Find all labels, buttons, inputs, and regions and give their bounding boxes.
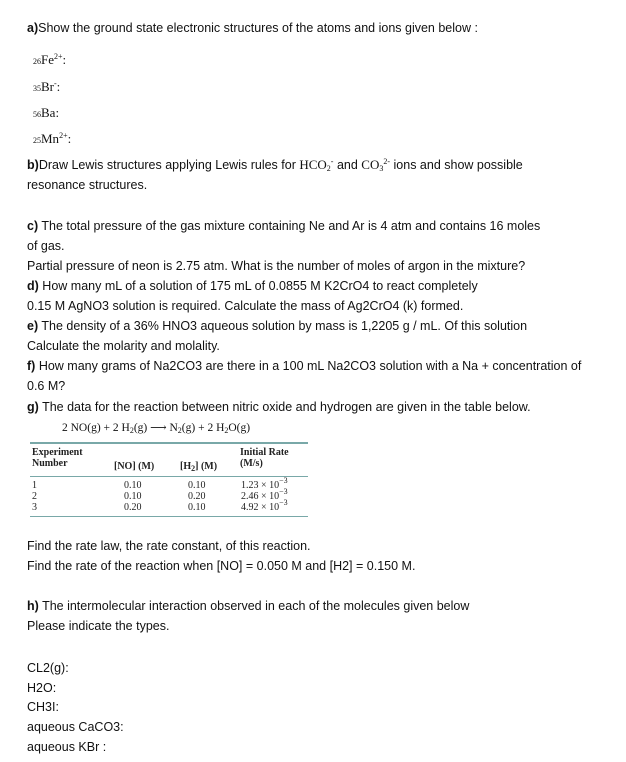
question-d-line2: 0.15 M AgNO3 solution is required. Calculate the mass of Ag2CrO4 (k) formed.	[27, 299, 464, 313]
question-f-line2: 0.6 M?	[27, 379, 66, 393]
question-h-line2: Please indicate the types.	[27, 619, 170, 633]
list-item: aqueous CaCO3:	[27, 720, 124, 734]
label-g: g)	[27, 400, 39, 414]
header-no: [NO] (M)	[114, 461, 155, 472]
question-g-after1: Find the rate law, the rate constant, of this reaction.	[27, 539, 311, 553]
label-b: b)	[27, 158, 39, 172]
label-c: c)	[27, 219, 39, 233]
label-f: f)	[27, 359, 36, 373]
list-item: aqueous KBr :	[27, 740, 107, 754]
question-c-line2: of gas.	[27, 239, 65, 253]
ion-br: 35Br-:	[33, 79, 61, 94]
reaction-arrow: ⟶	[150, 422, 167, 434]
question-a	[27, 20, 478, 36]
ion-ba: 56Ba:	[33, 105, 60, 120]
ion-mn: $25Mn^{2+}$:	[33, 131, 72, 146]
question-h: h) The intermolecular interaction observed in each of the molecules given below	[27, 599, 470, 613]
table-row: 3 0.20 0.10 $4.92 \times 10^{-3}$	[32, 498, 288, 513]
header-h2: $[H_2]$ (M)	[180, 461, 218, 473]
list-item: CH3I:	[27, 700, 59, 714]
question-c-line3: Partial pressure of neon is 2.75 atm. What is the number of moles of argon in the mixture?	[27, 259, 526, 273]
ion-fe: $26Fe^{2+}$:	[33, 52, 67, 67]
list-item: H2O:	[27, 681, 57, 695]
table-row: 1 0.10 0.10 $1.23 \times 10^{-3}$	[32, 476, 288, 491]
question-g: g) The data for the reaction between nitric oxide and hydrogen are given in the table below.	[27, 400, 531, 414]
question-c: c) The total pressure of the gas mixture containing Ne and Ar is 4 atm and contains 16 moles	[27, 219, 541, 233]
question-g-after2: Find the rate of the reaction when [NO] = 0.050 M and [H2] = 0.150 M.	[27, 559, 416, 573]
question-b-line2: resonance structures.	[27, 178, 148, 192]
question-e-line2: Calculate the molarity and molality.	[27, 339, 220, 353]
label-d: d)	[27, 279, 39, 293]
question-f: f) How many grams of Na2CO3 are there in a 100 mL Na2CO3 solution with a Na + concentration of	[27, 359, 582, 373]
question-a-text: Show the ground state electronic structures of the atoms and ions given below :	[38, 21, 478, 35]
formula-co3: $CO_3^{2-}$	[361, 157, 391, 173]
formula-hco2: $HCO_2^-$	[299, 157, 334, 173]
rate-data-table	[30, 442, 308, 517]
header-experiment: Experiment Number	[32, 447, 83, 469]
label-e: e)	[27, 319, 39, 333]
list-item: CL2(g):	[27, 661, 69, 675]
question-e: e) The density of a 36% HNO3 aqueous solution by mass is 1,2205 g / mL. Of this solution	[27, 319, 528, 333]
question-d: d) How many mL of a solution of 175 mL of 0.0855 M K2CrO4 to react completely	[27, 279, 478, 293]
table-row: 2 0.10 0.20 $2.46 \times 10^{-3}$	[32, 487, 288, 502]
header-rate: Initial Rate (M/s)	[240, 447, 289, 469]
reaction-equation: 2 NO(g) + 2 $H_2(g)$ ⟶ $N_2(g) + 2$ $H_2O(g)$	[62, 422, 251, 435]
question-b: b)Draw Lewis structures applying Lewis rules for $HCO_2^-$ and $CO_3^{2-}$ ions and show possible	[27, 157, 523, 173]
label-a: a)	[27, 21, 39, 35]
table-rule-bottom	[30, 516, 308, 517]
label-h: h)	[27, 599, 39, 613]
table-header	[30, 444, 308, 474]
